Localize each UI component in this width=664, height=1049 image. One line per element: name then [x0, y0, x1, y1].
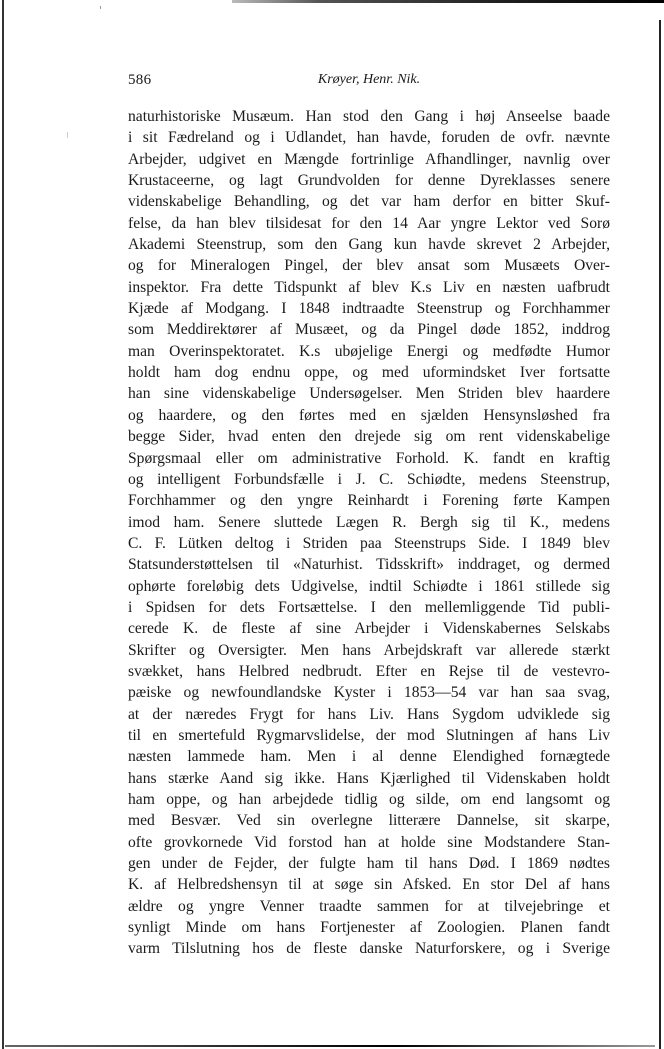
text-line: Spørgsmaal eller om administrative Forhold. K. fandt en kraftig	[128, 449, 610, 467]
text-line: synligt Minde om hans Fortjenester af Zoologien. Planen fandt	[128, 919, 610, 937]
text-line: cerede K. de fleste af sine Arbejder i Videnskabernes Selskabs	[128, 620, 610, 638]
text-line: til en smertefuld Rygmarvslidelse, der mod Slutningen af hans Liv	[128, 726, 610, 744]
text-line: som Meddirektører af Musæet, og da Pingel døde 1852, inddrog	[128, 321, 610, 339]
text-line: naturhistoriske Musæum. Han stod den Gang i høj Anseelse baade	[128, 108, 610, 125]
text-line: K. af Helbredshensyn til at søge sin Afsked. En stor Del af hans	[128, 876, 610, 894]
text-line: inspektor. Fra dette Tidspunkt af blev K.s Liv en næsten uafbrudt	[128, 278, 610, 296]
text-line: Akademi Steenstrup, som den Gang kun havde skrevet 2 Arbejder,	[128, 236, 610, 254]
text-line: videnskabelige Behandling, og det var ham derfor en bitter Skuf-	[128, 193, 610, 211]
text-line: med Besvær. Ved sin overlegne litterære Dannelse, sit skarpe,	[128, 812, 610, 830]
text-line: pæiske og newfoundlandske Kyster i 1853—54 var han saa svag,	[128, 684, 610, 702]
scan-border-left	[2, 0, 4, 1049]
text-line: svækket, hans Helbred nedbrudt. Efter en Rejse til de vestevro-	[128, 662, 610, 680]
text-line: og haardere, og den førtes med en sjælden Hensynsløshed fra	[128, 406, 610, 424]
page-number: 586	[128, 72, 152, 88]
text-line: Forchhammer og den yngre Reinhardt i Forening førte Kampen	[128, 492, 610, 510]
running-head	[128, 72, 610, 94]
text-line: felse, da han blev tilsidesat for den 14 Aar yngre Lektor ved Sorø	[128, 214, 610, 232]
text-line: hans stærke Aand sig ikke. Hans Kjærlighed til Videnskaben holdt	[128, 769, 610, 787]
scan-speck	[67, 132, 68, 138]
text-line: Krustaceerne, og lagt Grundvolden for denne Dyreklasses senere	[128, 172, 610, 190]
text-line: han sine videnskabelige Undersøgelser. Men Striden blev haardere	[128, 385, 610, 403]
text-line: Kjæde af Modgang. I 1848 indtraadte Steenstrup og Forchhammer	[128, 300, 610, 318]
text-line: næsten lammede ham. Men i al denne Elendighed fornægtede	[128, 748, 610, 766]
text-line: og intelligent Forbundsfælle i J. C. Schiødte, medens Steenstrup,	[128, 470, 610, 488]
text-line: i sit Fædreland og i Udlandet, han havde, foruden de ovfr. nævnte	[128, 129, 610, 147]
text-line: ham oppe, og han arbejdede tidlig og silde, om end langsomt og	[128, 791, 610, 808]
text-line: holdt ham dog endnu oppe, og med uformindsket Iver fortsatte	[128, 364, 610, 382]
text-line: Arbejder, udgivet en Mængde fortrinlige Afhandlinger, navnlig over	[128, 150, 610, 168]
text-line: i Spidsen for dets Fortsættelse. I den mellemliggende Tid publi-	[128, 598, 610, 616]
text-line: Statsunderstøttelsen til «Naturhist. Tidsskrift» inddraget, og dermed	[128, 556, 610, 574]
text-line: ældre og yngre Venner traadte sammen for at tilvejebringe et	[128, 897, 610, 915]
text-line: varm Tilslutning hos de fleste danske Naturforskere, og i Sverige	[128, 940, 610, 958]
scan-border-top	[232, 0, 664, 3]
text-line: C. F. Lütken deltog i Striden paa Steenstrups Side. I 1849 blev	[128, 534, 610, 552]
text-line: man Overinspektoratet. K.s ubøjelige Energi og medfødte Humor	[128, 342, 610, 360]
body-text	[128, 106, 610, 960]
text-line: og for Mineralogen Pingel, der blev ansat som Musæets Over-	[128, 257, 610, 275]
text-line: Skrifter og Oversigter. Men hans Arbejdskraft var allerede stærkt	[128, 641, 610, 659]
text-line: begge Sider, hvad enten den drejede sig om rent videnskabelige	[128, 428, 610, 446]
running-title: Krøyer, Henr. Nik.	[317, 72, 421, 87]
text-line: imod ham. Senere sluttede Lægen R. Bergh sig til K., medens	[128, 513, 610, 531]
scan-speck	[100, 6, 101, 9]
scan-border-bottom	[5, 1045, 655, 1047]
text-line: ofte grovkornede Vid forstod han at holde sine Modstandere Stan-	[128, 833, 610, 851]
text-line: gen under de Fejder, der fulgte ham til hans Død. I 1869 nødtes	[128, 855, 610, 873]
scan-border-right	[659, 20, 661, 1049]
text-line: at der næredes Frygt for hans Liv. Hans Sygdom udviklede sig	[128, 705, 610, 723]
text-line: ophørte foreløbig dets Udgivelse, indtil Schiødte i 1861 stillede sig	[128, 577, 610, 595]
